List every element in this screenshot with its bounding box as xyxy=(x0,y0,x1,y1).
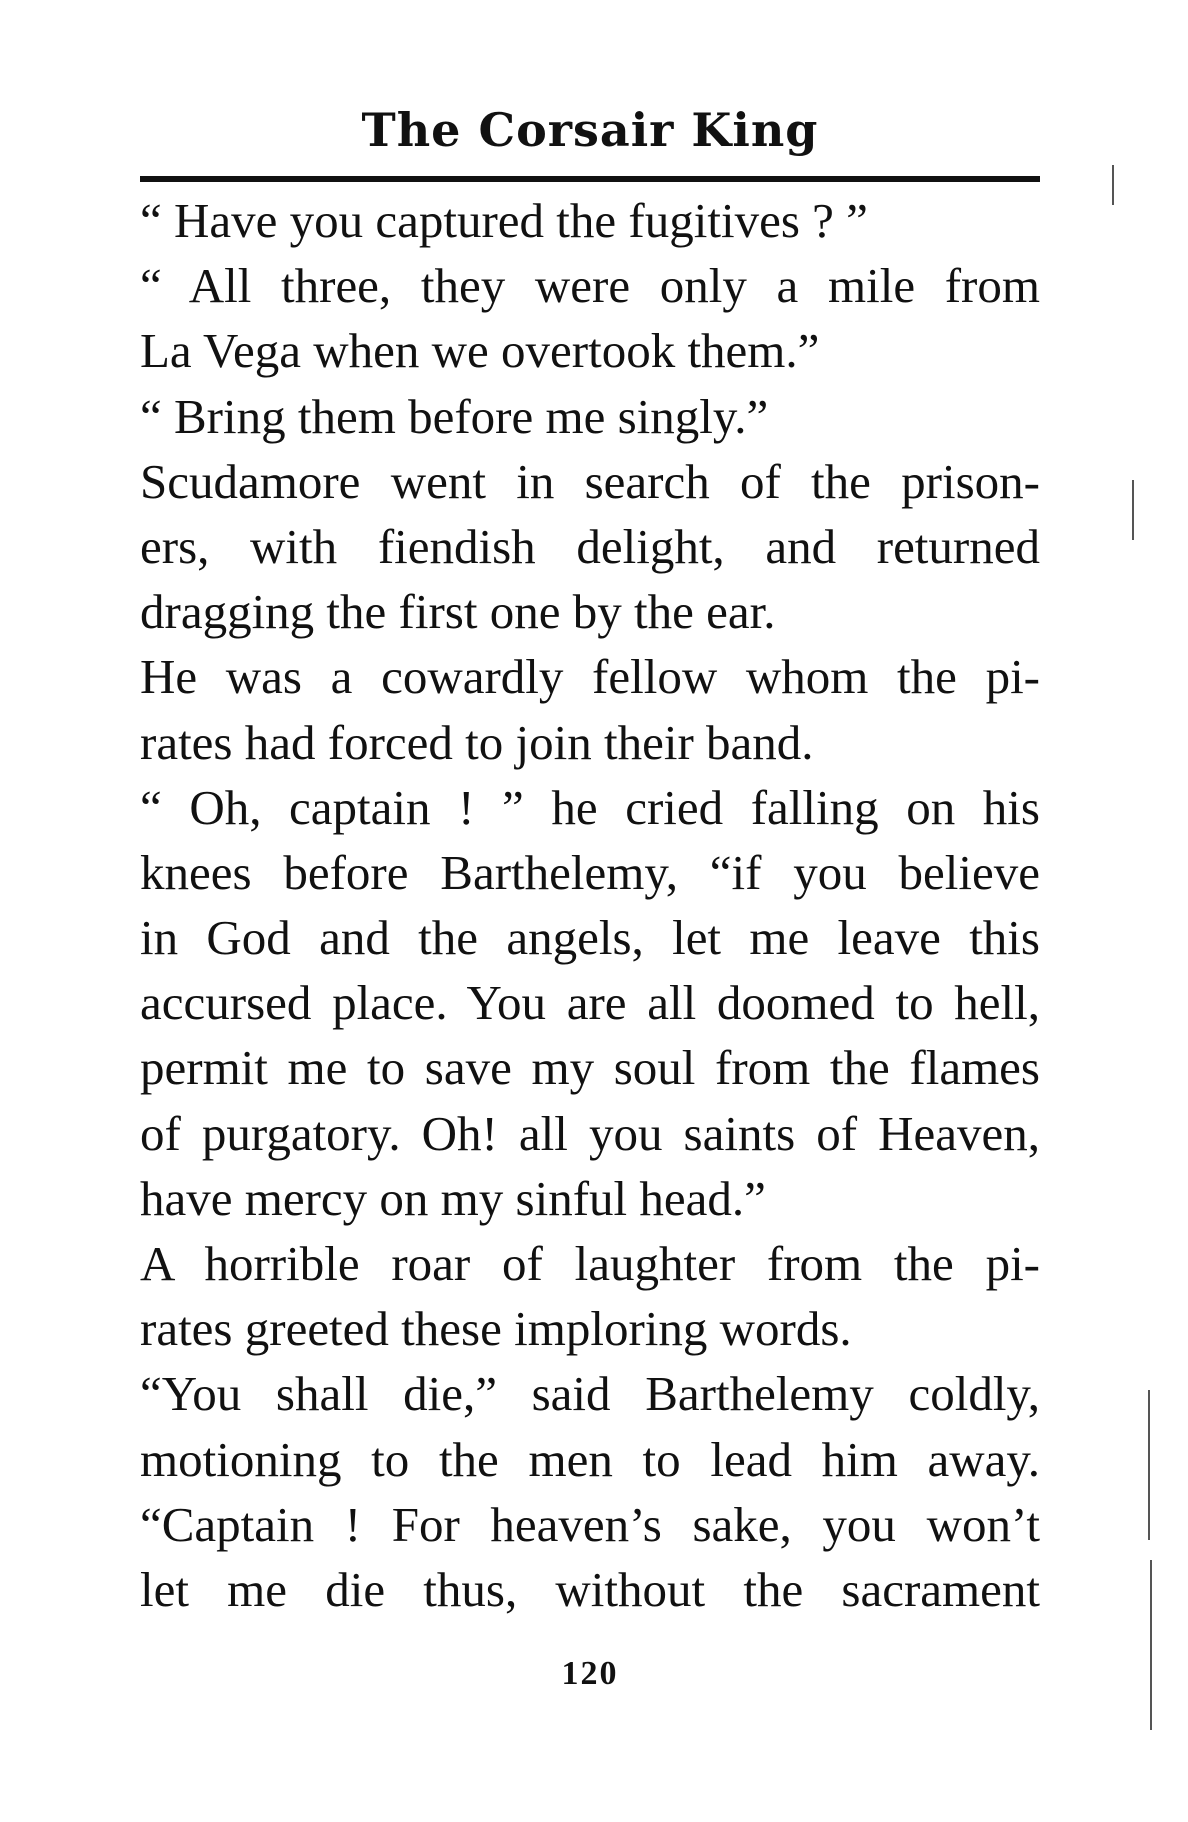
text-line: dragging the first one by the ear. xyxy=(140,584,776,640)
text-line: “You shall die,” said Barthelemy coldly, xyxy=(140,1366,1040,1422)
text-line: let me die thus, without the sacrament xyxy=(140,1561,1040,1617)
running-head: The Corsair King xyxy=(361,103,819,157)
text-line: La Vega when we overtook them.” xyxy=(140,323,820,379)
text-line: “ Oh, captain ! ” he cried falling on his xyxy=(140,779,1040,835)
text-line: permit me to save my soul from the flames xyxy=(140,1040,1040,1096)
text-line: “ Bring them before me singly.” xyxy=(140,388,769,444)
text-line: He was a cowardly fellow whom the pi- xyxy=(140,649,1040,705)
text-line: of purgatory. Oh! all you saints of Heaven, xyxy=(140,1105,1040,1161)
page-number: 120 xyxy=(561,1655,619,1692)
margin-scan-mark xyxy=(1132,480,1134,540)
text-line: A horrible roar of laughter from the pi- xyxy=(140,1236,1040,1291)
text-line: in God and the angels, let me leave this xyxy=(140,910,1040,966)
margin-scan-mark xyxy=(1150,1560,1152,1730)
text-line: “ Have you captured the fugitives ? ” xyxy=(140,193,868,248)
margin-scan-mark xyxy=(1112,165,1114,205)
text-line: accursed place. You are all doomed to hell, xyxy=(140,975,1040,1031)
body-text xyxy=(140,188,1040,1622)
text-line: ers, with fiendish delight, and returned xyxy=(140,518,1040,574)
margin-scan-mark xyxy=(1148,1390,1150,1540)
header-rule xyxy=(140,176,1040,182)
text-line: “Captain ! For heaven’s sake, you won’t xyxy=(140,1496,1040,1552)
text-line: Scudamore went in search of the prison- xyxy=(140,453,1040,509)
text-line: rates had forced to join their band. xyxy=(140,714,814,770)
text-line: rates greeted these imploring words. xyxy=(140,1301,852,1357)
text-line: knees before Barthelemy, “if you believe xyxy=(140,844,1040,900)
text-line: “ All three, they were only a mile from xyxy=(140,258,1040,314)
text-line: motioning to the men to lead him away. xyxy=(140,1431,1040,1487)
text-line: have mercy on my sinful head.” xyxy=(140,1170,766,1226)
